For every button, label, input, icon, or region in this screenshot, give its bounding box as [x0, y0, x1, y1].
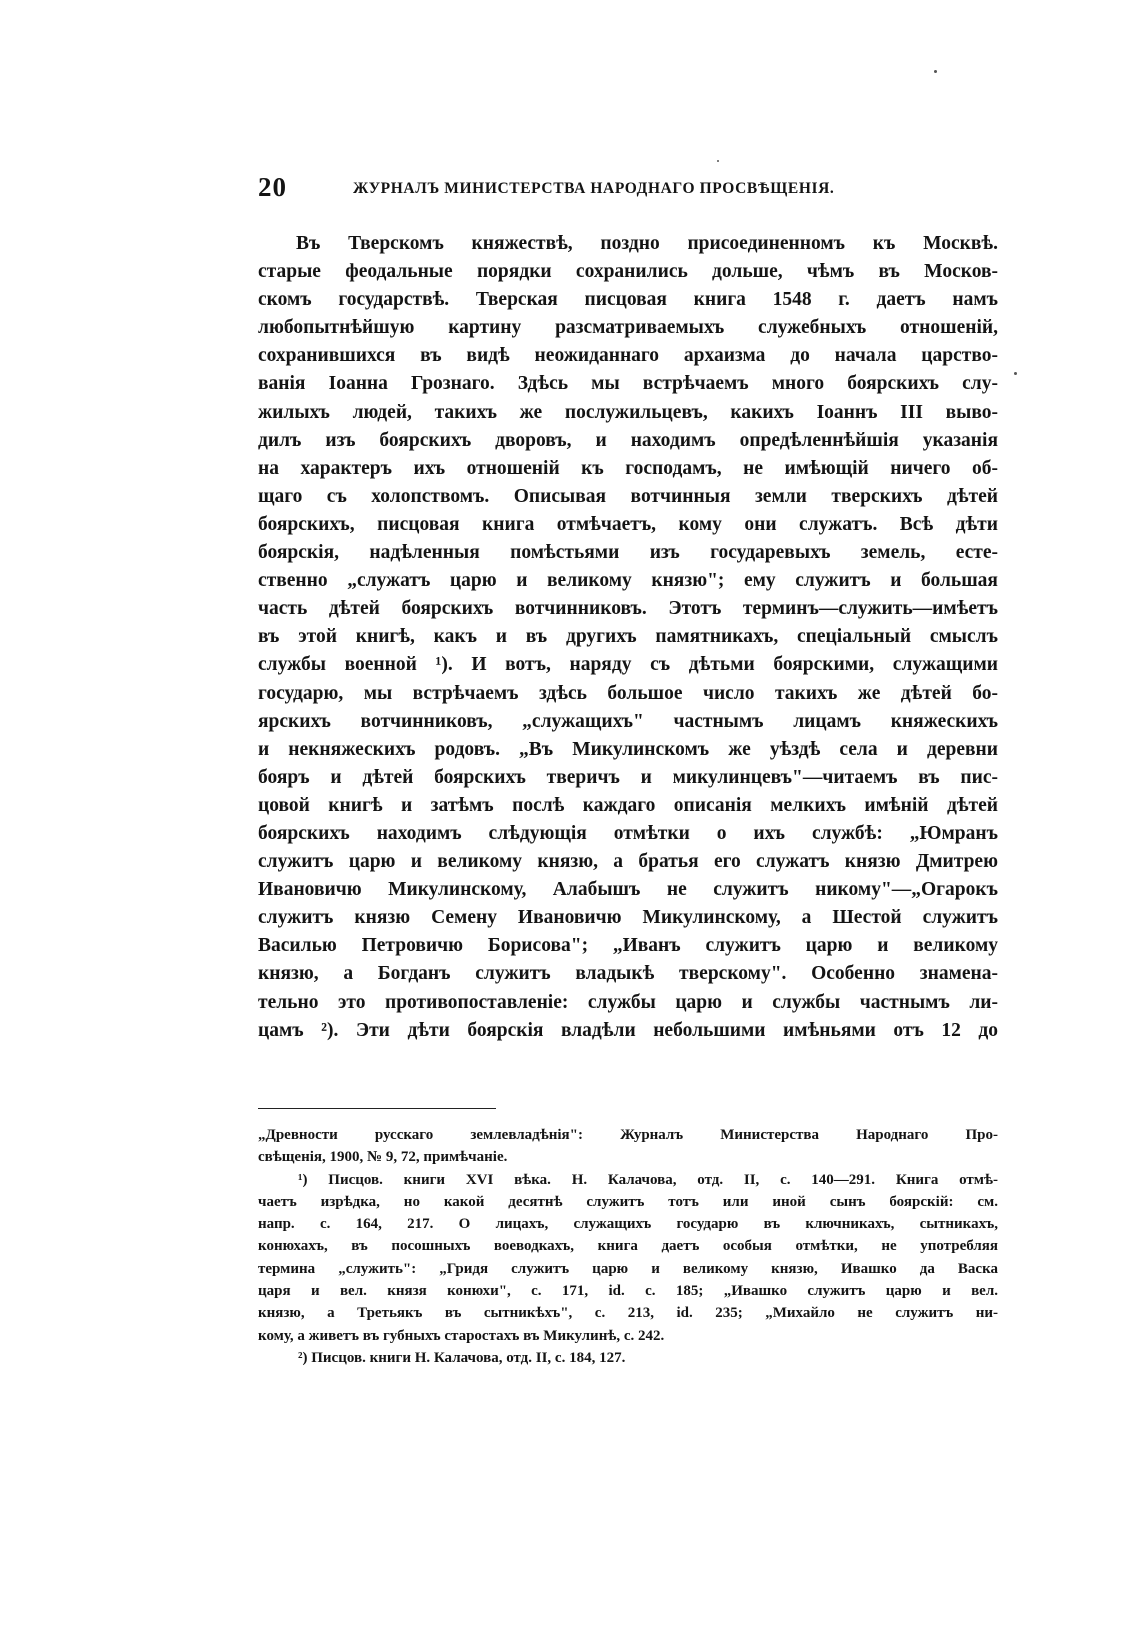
body-line: боярскихъ, писцовая книга отмѣчаетъ, кому они служатъ. Всѣ дѣти	[258, 513, 998, 535]
body-line: на характеръ ихъ отношеній къ господамъ, не имѣющій ничего об-	[258, 457, 998, 479]
footnote-line: князю, а Третьякъ въ сытникѣхъ", с. 213, id. 235; „Михайло не служитъ ни-	[258, 1305, 998, 1322]
body-line: скомъ государствѣ. Тверская писцовая книга 1548 г. даетъ намъ	[258, 289, 998, 311]
body-line: жилыхъ людей, такихъ же послужильцевъ, какихъ Іоаннъ III выво-	[258, 401, 998, 423]
footnote-rule	[258, 1108, 496, 1109]
page-number: 20	[258, 172, 287, 202]
body-line: служитъ царю и великому князю, а братья его служатъ князю Дмитрею	[258, 851, 998, 873]
body-line: государю, мы встрѣчаемъ здѣсь большое число такихъ же дѣтей бо-	[258, 682, 998, 704]
body-line: ванія Іоанна Грознаго. Здѣсь мы встрѣчаемъ много боярскихъ слу-	[258, 373, 998, 395]
body-line: и некняжескихъ родовъ. „Въ Микулинскомъ же уѣздѣ села и деревни	[258, 738, 998, 760]
body-line: любопытнѣйшую картину разсматриваемыхъ служебныхъ отношеній,	[258, 317, 998, 339]
body-line: бояръ и дѣтей боярскихъ тверичъ и микулинцевъ"—читаемъ въ пис-	[258, 766, 998, 788]
body-line: служитъ князю Семену Ивановичю Микулинскому, а Шестой служитъ	[258, 907, 998, 929]
body-line: въ этой книгѣ, какъ и въ другихъ памятникахъ, спеціальный смыслъ	[258, 626, 998, 648]
scan-speck	[934, 70, 937, 73]
scan-speck	[717, 160, 719, 162]
body-line: ярскихъ вотчинниковъ, „служащихъ" частнымъ лицамъ княжескихъ	[258, 710, 998, 732]
footnote-line: ¹) Писцов. книги XVI вѣка. Н. Калачова, отд. II, с. 140—291. Книга отмѣ-	[298, 1171, 998, 1188]
body-line: боярскія, надѣленныя помѣстьями изъ государевыхъ земель, есте-	[258, 542, 998, 564]
scan-speck	[1014, 372, 1017, 375]
footnote-line: царя и вел. князя конюхи", с. 171, id. с. 185; „Ивашко служитъ царю и вел.	[258, 1283, 998, 1300]
body-line: цовой книгѣ и затѣмъ послѣ каждаго описанія мелкихъ имѣній дѣтей	[258, 794, 998, 816]
body-text	[258, 230, 998, 1045]
body-line: Ивановичю Микулинскому, Алабышъ не служитъ никому"—„Огарокъ	[258, 879, 998, 901]
body-line: Въ Тверскомъ княжествѣ, поздно присоединенномъ къ Москвѣ.	[296, 233, 998, 254]
body-line: князю, а Богданъ служитъ владыкѣ тверскому". Особенно знамена-	[258, 963, 998, 985]
body-line: ственно „служатъ царю и великому князю"; ему служитъ и большая	[258, 570, 998, 592]
footnote-line: кому, а живетъ въ губныхъ старостахъ въ Микулинѣ, с. 242.	[258, 1327, 665, 1344]
body-line: Василью Петровичю Борисова"; „Иванъ служитъ царю и великому	[258, 935, 998, 957]
footnotes	[258, 1124, 998, 1369]
body-line: часть дѣтей боярскихъ вотчинниковъ. Этотъ терминъ—служить—имѣетъ	[258, 598, 998, 620]
body-line: боярскихъ находимъ слѣдующія отмѣтки о ихъ службѣ: „Юмранъ	[258, 822, 998, 844]
footnote-line: ²) Писцов. книги Н. Калачова, отд. II, с. 184, 127.	[298, 1349, 626, 1366]
body-line: сохранившихся въ видѣ неожиданнаго архаизма до начала царство-	[258, 345, 998, 367]
body-line: цамъ ²). Эти дѣти боярскія владѣли небольшими имѣньями отъ 12 до	[258, 1019, 998, 1041]
page-header	[258, 172, 998, 212]
footnote-line: термина „служить": „Гридя служитъ царю и великому князю, Ивашко да Васка	[258, 1260, 998, 1277]
footnote-line: „Древности русскаго землевладѣнія": Журналъ Министерства Народнаго Про-	[258, 1127, 998, 1143]
body-line: дилъ изъ боярскихъ дворовъ, и находимъ опредѣленнѣйшія указанія	[258, 429, 998, 451]
footnote-line: напр. с. 164, 217. О лицахъ, служащихъ государю въ ключникахъ, сытникахъ,	[258, 1216, 998, 1233]
body-line: службы военной ¹). И вотъ, наряду съ дѣтьми боярскими, служащими	[258, 654, 998, 676]
body-line: тельно это противопоставленіе: службы царю и службы частнымъ ли-	[258, 991, 998, 1013]
running-head: ЖУРНАЛЪ МИНИСТЕРСТВА НАРОДНАГО ПРОСВѢЩЕНІЯ.	[353, 180, 835, 197]
footnote-line: конюхахъ, въ посошныхъ воеводкахъ, книга даетъ особыя отмѣтки, не употребляя	[258, 1238, 998, 1255]
body-line: щаго съ холопствомъ. Описывая вотчинныя земли тверскихъ дѣтей	[258, 485, 998, 507]
footnote-line: свѣщенія, 1900, № 9, 72, примѣчаніе.	[258, 1149, 508, 1166]
body-line: старые феодальные порядки сохранились дольше, чѣмъ въ Москов-	[258, 261, 998, 283]
footnote-line: чаетъ изрѣдка, но какой десятнѣ служитъ тотъ или иной сынъ боярскій: см.	[258, 1193, 998, 1210]
